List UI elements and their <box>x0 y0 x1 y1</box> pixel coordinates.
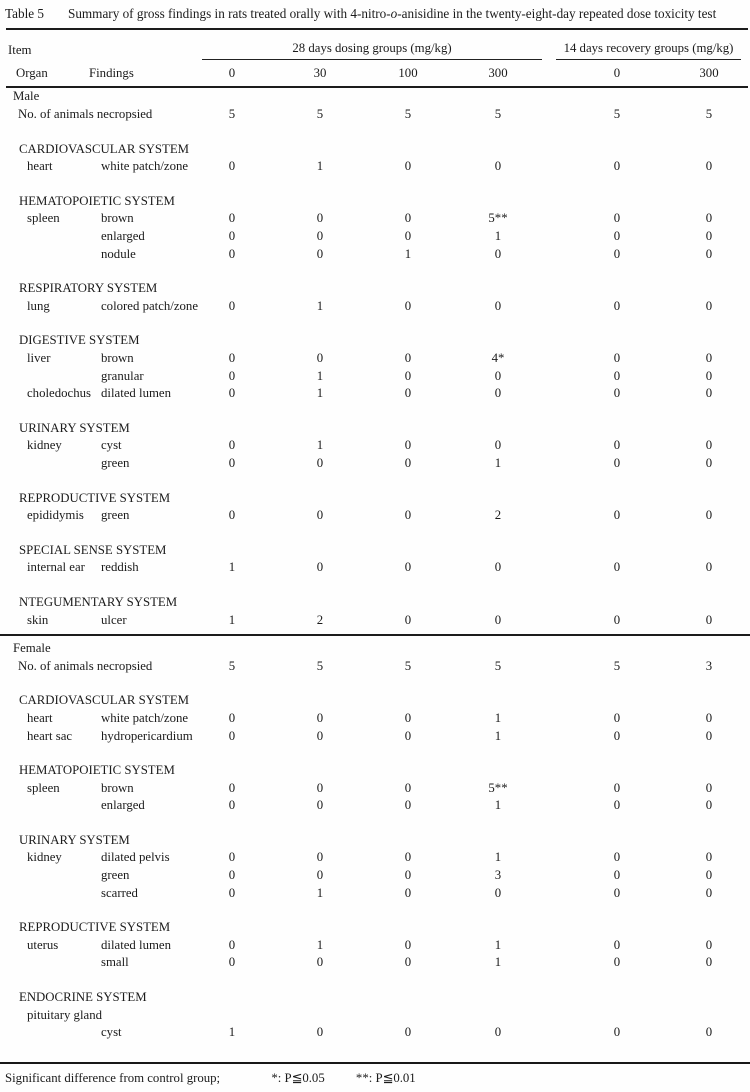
recovery-column-0: 0 <box>613 65 621 80</box>
value-cell: 1 <box>494 937 502 952</box>
table-number: Table 5 <box>5 6 44 21</box>
table-row <box>6 385 748 403</box>
value-cell: 0 <box>316 728 324 743</box>
finding-cell: dilated lumen <box>101 937 172 952</box>
finding-cell: brown <box>101 780 134 795</box>
finding-cell: white patch/zone <box>101 159 189 174</box>
value-cell: 0 <box>613 885 621 900</box>
row-spacer <box>6 902 748 919</box>
organ-cell: epididymis <box>27 508 84 523</box>
finding-cell: cyst <box>101 1025 122 1040</box>
value-cell: 0 <box>494 1025 502 1040</box>
header-group-row <box>6 30 748 60</box>
value-cell: 0 <box>316 710 324 725</box>
table-row <box>6 350 748 368</box>
value-cell: 0 <box>613 508 621 523</box>
finding-cell: enlarged <box>101 798 145 813</box>
table-caption <box>0 0 750 23</box>
value-cell: 0 <box>494 560 502 575</box>
value-cell: 0 <box>316 229 324 244</box>
findings-table <box>6 28 748 1041</box>
finding-cell: green <box>101 455 130 470</box>
table-row <box>6 937 748 955</box>
organ-cell <box>6 954 96 972</box>
footnote-sig-001: **: P≦0.01 <box>355 1071 416 1085</box>
organ-cell: heart <box>27 159 53 174</box>
system-heading: ENDOCRINE SYSTEM <box>19 990 147 1005</box>
value-cell: 0 <box>494 298 502 313</box>
value-cell: 0 <box>316 455 324 470</box>
value-cell: 0 <box>404 298 412 313</box>
value-cell: 0 <box>228 728 236 743</box>
value-cell: 0 <box>228 351 236 366</box>
table-row <box>6 437 748 455</box>
value-cell: 0 <box>494 368 502 383</box>
value-cell: 0 <box>404 229 412 244</box>
value-cell: 0 <box>228 885 236 900</box>
dose-column-30: 30 <box>313 65 327 80</box>
value-cell: 1 <box>404 246 412 261</box>
necropsied-label: No. of animals necropsied <box>18 658 153 673</box>
title-text-italic: o <box>390 6 398 21</box>
table-row <box>6 298 748 316</box>
recovery-column-300: 300 <box>699 65 719 80</box>
row-spacer <box>6 176 748 193</box>
value-cell: 0 <box>404 438 412 453</box>
table-row <box>6 1007 748 1025</box>
finding-cell: nodule <box>101 246 136 261</box>
system-heading-row <box>6 594 748 612</box>
system-heading-row <box>6 542 748 560</box>
value-cell: 0 <box>705 780 713 795</box>
value-cell: 0 <box>613 937 621 952</box>
finding-cell: hydropericardium <box>101 728 193 743</box>
system-heading-row <box>6 692 748 710</box>
system-heading-row <box>6 332 748 350</box>
system-heading: NTEGUMENTARY SYSTEM <box>19 594 178 609</box>
organ-cell: heart sac <box>27 728 73 743</box>
value-cell: 0 <box>404 612 412 627</box>
necropsied-value: 5 <box>404 107 412 122</box>
value-cell: 0 <box>494 612 502 627</box>
value-cell: 0 <box>404 455 412 470</box>
value-cell: 0 <box>705 885 713 900</box>
organ-cell <box>6 455 96 473</box>
dose-column-100: 100 <box>398 65 418 80</box>
value-cell: 0 <box>316 955 324 970</box>
system-heading-row <box>6 280 748 298</box>
value-cell: 0 <box>613 868 621 883</box>
organ-cell: spleen <box>27 780 60 795</box>
finding-cell: colored patch/zone <box>101 298 198 313</box>
footnote <box>0 1062 750 1086</box>
value-cell: 0 <box>228 211 236 226</box>
value-cell: 0 <box>613 560 621 575</box>
table-row <box>6 797 748 815</box>
value-cell: 0 <box>705 798 713 813</box>
necropsied-value: 5 <box>404 658 412 673</box>
sex-label: Male <box>13 89 40 104</box>
system-heading-row <box>6 762 748 780</box>
value-cell: 0 <box>705 211 713 226</box>
value-cell: 0 <box>316 211 324 226</box>
value-cell: 0 <box>228 508 236 523</box>
value-cell: 1 <box>316 298 324 313</box>
value-cell: 0 <box>705 728 713 743</box>
value-cell: 0 <box>316 780 324 795</box>
organ-cell: kidney <box>27 850 62 865</box>
necropsied-label: No. of animals necropsied <box>18 107 153 122</box>
value-cell: 0 <box>404 937 412 952</box>
sex-row <box>6 640 748 658</box>
value-cell: 0 <box>705 368 713 383</box>
necropsied-value: 5 <box>613 658 621 673</box>
necropsied-row <box>6 106 748 124</box>
system-heading: REPRODUCTIVE SYSTEM <box>19 920 171 935</box>
table-row <box>6 368 748 386</box>
value-cell: 1 <box>494 710 502 725</box>
finding-cell: ulcer <box>101 612 127 627</box>
value-cell: 0 <box>228 710 236 725</box>
row-spacer <box>6 315 748 332</box>
value-cell: 0 <box>404 351 412 366</box>
table-row <box>6 228 748 246</box>
system-heading-row <box>6 193 748 211</box>
organ-cell <box>6 885 96 903</box>
value-cell: 0 <box>613 438 621 453</box>
table-row <box>6 954 748 972</box>
organ-cell <box>6 368 96 386</box>
value-cell: 0 <box>316 868 324 883</box>
header-dosing-group <box>188 41 544 60</box>
value-cell: 0 <box>613 246 621 261</box>
system-heading: REPRODUCTIVE SYSTEM <box>19 490 171 505</box>
table-row <box>6 559 748 577</box>
value-cell: 0 <box>404 710 412 725</box>
value-cell: 0 <box>705 710 713 725</box>
value-cell: 1 <box>316 386 324 401</box>
finding-cell: dilated lumen <box>101 386 172 401</box>
finding-cell: brown <box>101 211 134 226</box>
necropsied-value: 3 <box>705 658 713 673</box>
row-spacer <box>6 124 748 141</box>
value-cell: 0 <box>316 351 324 366</box>
value-cell: 1 <box>316 937 324 952</box>
system-heading: DIGESTIVE SYSTEM <box>19 333 140 348</box>
necropsied-row <box>6 658 748 676</box>
value-cell: 0 <box>494 386 502 401</box>
value-cell: 5** <box>488 780 508 795</box>
value-cell: 0 <box>494 885 502 900</box>
value-cell: 0 <box>613 229 621 244</box>
header-organ: Organ <box>16 65 48 80</box>
value-cell: 1 <box>494 728 502 743</box>
value-cell: 1 <box>316 438 324 453</box>
value-cell: 0 <box>613 1025 621 1040</box>
necropsied-value: 5 <box>316 107 324 122</box>
value-cell: 2 <box>494 508 502 523</box>
row-spacer <box>6 403 748 420</box>
system-heading: CARDIOVASCULAR SYSTEM <box>19 693 190 708</box>
value-cell: 0 <box>404 955 412 970</box>
finding-cell: reddish <box>101 560 139 575</box>
table-row <box>6 780 748 798</box>
value-cell: 1 <box>316 885 324 900</box>
system-heading-row <box>6 490 748 508</box>
row-spacer <box>6 577 748 594</box>
value-cell: 0 <box>613 159 621 174</box>
value-cell: 0 <box>494 246 502 261</box>
table-title <box>68 5 740 23</box>
value-cell: 0 <box>316 560 324 575</box>
row-spacer <box>6 263 748 280</box>
table-row <box>6 728 748 746</box>
table-row <box>6 1024 748 1042</box>
recovery-group-label: 14 days recovery groups (mg/kg) <box>556 41 741 60</box>
finding-cell: green <box>101 508 130 523</box>
value-cell: 1 <box>494 850 502 865</box>
value-cell: 0 <box>404 159 412 174</box>
value-cell: 0 <box>228 368 236 383</box>
header-recovery-group <box>544 41 748 60</box>
organ-cell: choledochus <box>27 386 91 401</box>
value-cell: 0 <box>228 850 236 865</box>
value-cell: 3 <box>494 868 502 883</box>
value-cell: 0 <box>613 298 621 313</box>
table-row <box>6 710 748 728</box>
necropsied-value: 5 <box>494 658 502 673</box>
value-cell: 0 <box>705 868 713 883</box>
value-cell: 0 <box>705 612 713 627</box>
finding-cell: white patch/zone <box>101 710 189 725</box>
finding-cell: small <box>101 955 129 970</box>
value-cell: 1 <box>316 159 324 174</box>
value-cell: 0 <box>316 508 324 523</box>
system-heading-row <box>6 919 748 937</box>
value-cell: 0 <box>494 438 502 453</box>
table-row <box>6 158 748 176</box>
finding-cell: green <box>101 868 130 883</box>
system-heading: SPECIAL SENSE SYSTEM <box>19 542 167 557</box>
organ-cell: kidney <box>27 438 62 453</box>
value-cell: 0 <box>316 246 324 261</box>
system-heading: CARDIOVASCULAR SYSTEM <box>19 141 190 156</box>
organ-cell: liver <box>27 351 51 366</box>
system-heading-row <box>6 420 748 438</box>
value-cell: 0 <box>404 728 412 743</box>
value-cell: 1 <box>494 955 502 970</box>
value-cell: 0 <box>613 710 621 725</box>
row-spacer <box>6 745 748 762</box>
value-cell: 0 <box>228 798 236 813</box>
value-cell: 0 <box>404 798 412 813</box>
organ-cell: pituitary gland <box>27 1007 102 1022</box>
value-cell: 0 <box>228 298 236 313</box>
organ-cell: skin <box>27 612 49 627</box>
row-spacer <box>6 473 748 490</box>
system-heading-row <box>6 832 748 850</box>
finding-cell: enlarged <box>101 229 145 244</box>
value-cell: 0 <box>228 455 236 470</box>
value-cell: 1 <box>228 1025 236 1040</box>
value-cell: 0 <box>613 728 621 743</box>
system-heading: RESPIRATORY SYSTEM <box>19 281 158 296</box>
value-cell: 1 <box>494 455 502 470</box>
value-cell: 0 <box>404 386 412 401</box>
organ-cell <box>6 1024 96 1042</box>
value-cell: 0 <box>228 159 236 174</box>
value-cell: 4* <box>491 351 505 366</box>
value-cell: 1 <box>228 612 236 627</box>
header-findings: Findings <box>89 65 134 80</box>
value-cell: 0 <box>316 1025 324 1040</box>
value-cell: 0 <box>613 386 621 401</box>
value-cell: 0 <box>404 560 412 575</box>
organ-cell: internal ear <box>27 560 85 575</box>
value-cell: 0 <box>404 1025 412 1040</box>
table-row <box>6 507 748 525</box>
system-heading-row <box>6 141 748 159</box>
value-cell: 0 <box>228 229 236 244</box>
value-cell: 2 <box>316 612 324 627</box>
value-cell: 0 <box>316 850 324 865</box>
value-cell: 0 <box>404 368 412 383</box>
value-cell: 1 <box>494 229 502 244</box>
value-cell: 0 <box>705 1025 713 1040</box>
necropsied-value: 5 <box>705 107 713 122</box>
footnote-text: Significant difference from control group; <box>5 1071 221 1085</box>
necropsied-value: 5 <box>494 107 502 122</box>
value-cell: 0 <box>228 780 236 795</box>
finding-cell: granular <box>101 368 144 383</box>
header-item: Item <box>8 43 32 58</box>
sex-label: Female <box>13 641 51 656</box>
organ-cell <box>6 797 96 815</box>
header-dose-row <box>6 60 748 88</box>
title-text-post: -anisidine in the twenty-eight-day repeated dose toxicity test <box>397 6 717 21</box>
value-cell: 0 <box>228 386 236 401</box>
finding-cell: scarred <box>101 885 138 900</box>
necropsied-value: 5 <box>316 658 324 673</box>
necropsied-value: 5 <box>228 658 236 673</box>
value-cell: 1 <box>228 560 236 575</box>
value-cell: 0 <box>705 386 713 401</box>
value-cell: 0 <box>613 455 621 470</box>
value-cell: 0 <box>705 955 713 970</box>
system-heading: HEMATOPOIETIC SYSTEM <box>19 763 175 778</box>
value-cell: 0 <box>228 246 236 261</box>
organ-cell: spleen <box>27 211 60 226</box>
table-row <box>6 849 748 867</box>
value-cell: 0 <box>705 229 713 244</box>
value-cell: 0 <box>613 798 621 813</box>
table-header <box>6 28 748 1041</box>
organ-cell <box>6 867 96 885</box>
value-cell: 0 <box>705 438 713 453</box>
necropsied-value: 5 <box>228 107 236 122</box>
finding-cell: brown <box>101 351 134 366</box>
value-cell: 0 <box>404 780 412 795</box>
system-heading: URINARY SYSTEM <box>19 832 130 847</box>
value-cell: 0 <box>613 780 621 795</box>
system-heading: HEMATOPOIETIC SYSTEM <box>19 193 175 208</box>
dosing-group-label: 28 days dosing groups (mg/kg) <box>202 41 542 60</box>
row-spacer <box>6 815 748 832</box>
system-heading: URINARY SYSTEM <box>19 420 130 435</box>
table-row <box>6 612 748 630</box>
value-cell: 0 <box>228 937 236 952</box>
value-cell: 0 <box>705 937 713 952</box>
value-cell: 0 <box>494 159 502 174</box>
value-cell: 1 <box>494 798 502 813</box>
sex-row <box>6 88 748 106</box>
value-cell: 0 <box>316 798 324 813</box>
value-cell: 0 <box>228 955 236 970</box>
value-cell: 0 <box>613 368 621 383</box>
organ-cell <box>6 246 96 264</box>
necropsied-value: 5 <box>613 107 621 122</box>
value-cell: 0 <box>613 211 621 226</box>
value-cell: 0 <box>404 211 412 226</box>
value-cell: 0 <box>404 850 412 865</box>
table-row <box>6 885 748 903</box>
organ-cell: uterus <box>27 937 59 952</box>
footnote-sig-005: *: P≦0.05 <box>271 1071 325 1085</box>
table-row <box>6 210 748 228</box>
table-body <box>6 88 748 1041</box>
row-spacer <box>6 675 748 692</box>
value-cell: 0 <box>705 246 713 261</box>
value-cell: 0 <box>705 508 713 523</box>
value-cell: 0 <box>228 438 236 453</box>
finding-cell: cyst <box>101 438 122 453</box>
value-cell: 0 <box>705 298 713 313</box>
value-cell: 0 <box>404 508 412 523</box>
table-row <box>6 867 748 885</box>
row-spacer <box>6 525 748 542</box>
organ-cell: lung <box>27 298 50 313</box>
finding-cell: dilated pelvis <box>101 850 170 865</box>
dose-column-300: 300 <box>488 65 508 80</box>
table-row <box>6 455 748 473</box>
value-cell: 0 <box>613 612 621 627</box>
value-cell: 0 <box>404 885 412 900</box>
value-cell: 0 <box>228 868 236 883</box>
organ-cell: heart <box>27 710 53 725</box>
section-divider <box>0 634 750 636</box>
row-spacer <box>6 972 748 989</box>
value-cell: 0 <box>404 868 412 883</box>
value-cell: 0 <box>705 850 713 865</box>
dose-column-0: 0 <box>228 65 236 80</box>
value-cell: 0 <box>705 159 713 174</box>
table-row <box>6 246 748 264</box>
value-cell: 0 <box>613 955 621 970</box>
value-cell: 0 <box>705 351 713 366</box>
title-text-pre: Summary of gross findings in rats treated orally with 4-nitro- <box>68 6 391 21</box>
value-cell: 0 <box>613 850 621 865</box>
system-heading-row <box>6 989 748 1007</box>
value-cell: 0 <box>705 455 713 470</box>
value-cell: 5** <box>488 211 508 226</box>
value-cell: 0 <box>613 351 621 366</box>
value-cell: 1 <box>316 368 324 383</box>
organ-cell <box>6 228 96 246</box>
value-cell: 0 <box>705 560 713 575</box>
